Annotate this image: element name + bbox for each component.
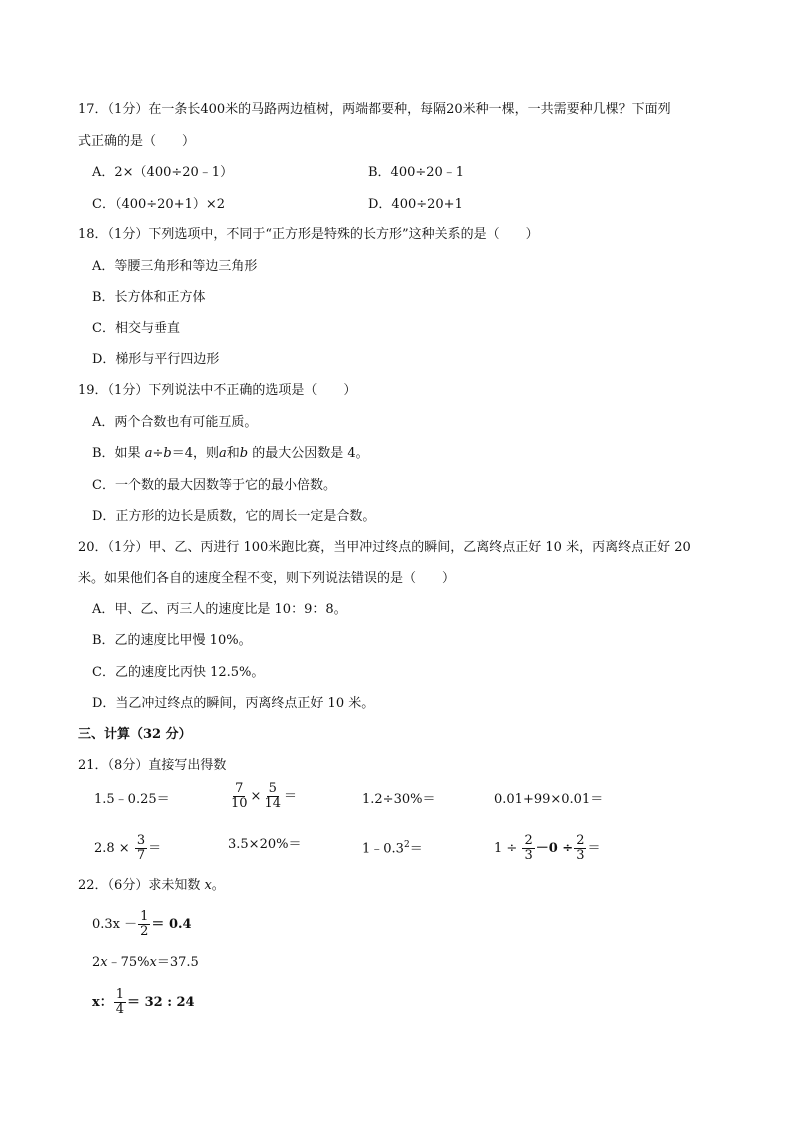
fraction: $\frac{2}{3}$ [576, 833, 585, 863]
q17-option-a: A．2×（400÷20﹣1） [92, 165, 234, 180]
q19-option-a: A．两个合数也有可能互质。 [92, 415, 258, 430]
fraction: $\frac{5}{14}$ [264, 781, 281, 811]
fraction: $\frac{1}{4}$ [115, 987, 125, 1017]
q20-option-c: C．乙的速度比丙快 12.5%。 [92, 665, 265, 680]
q20-stem-line1: 20．（1分）甲、乙、丙进行 100米跑比赛，当甲冲过终点的瞬间，乙离终点正好 10 米，丙离终点正好 20 [78, 540, 691, 555]
q17-option-d: D．400÷20+1 [368, 197, 463, 212]
fraction: $\frac{1}{2}$ [140, 909, 149, 939]
q20-option-b: B．乙的速度比甲慢 10%。 [92, 633, 252, 648]
q17-option-b: B．400÷20﹣1 [368, 165, 465, 180]
q17-option-c: C．（400÷20+1）×2 [92, 197, 226, 212]
q17-stem-line1: 17．（1分）在一条长400米的马路两边植树，两端都要种，每隔20米种一棵，一共需要种几棵？下面列 [78, 102, 671, 117]
q21-expr-5: 2.8 × $\frac{3}{7}$ ＝ [94, 833, 162, 863]
q21-expr-8: 1 ÷ $\frac{2}{3}$ －0 ÷ $\frac{2}{3}$ ＝ [494, 833, 601, 863]
q21-stem: 21．（8分）直接写出得数 [78, 758, 227, 773]
q18-option-b: B．长方体和正方体 [92, 290, 206, 305]
q20-option-d: D．当乙冲过终点的瞬间，丙离终点正好 10 米。 [92, 696, 375, 711]
fraction: $\frac{7}{10}$ [231, 781, 248, 811]
q18-option-a: A．等腰三角形和等边三角形 [92, 259, 258, 274]
q18-option-c: C．相交与垂直 [92, 321, 180, 336]
q19-option-b: B．如果 a÷b＝4，则a和b 的最大公因数是 4。 [92, 446, 369, 461]
q22-equation-2: 2x﹣75%x＝37.5 [92, 955, 199, 970]
q22-equation-3: x： $\frac{1}{4}$ ＝ 32 : 24 [92, 987, 195, 1017]
fraction: $\frac{2}{3}$ [524, 833, 533, 863]
q22-equation-1: 0.3x － $\frac{1}{2}$ ＝ 0.4 [92, 909, 192, 939]
q21-expr-1: 1.5﹣0.25＝ [94, 792, 170, 807]
q19-stem: 19．（1分）下列说法中不正确的选项是（ ） [78, 383, 357, 398]
q21-expr-7: $1﹣0.3^2=$ [362, 840, 423, 857]
q18-option-d: D．梯形与平行四边形 [92, 352, 220, 367]
fraction: $\frac{3}{7}$ [136, 833, 146, 863]
section-heading: 三、计算（32 分） [78, 727, 192, 742]
q21-expr-6: 3.5×20%＝ [228, 837, 302, 852]
q22-stem: 22．（6分）求未知数 x。 [78, 878, 225, 893]
q21-expr-4: 0.01+99×0.01＝ [494, 792, 604, 807]
q20-stem-line2: 米。如果他们各自的速度全程不变，则下列说法错误的是（ ） [78, 571, 456, 586]
q19-option-c: C．一个数的最大因数等于它的最小倍数。 [92, 478, 336, 493]
q21-expr-2: $\frac{7}{10}$ × $\frac{5}{14}$ ＝ [231, 781, 298, 811]
q21-expr-3: 1.2÷30%＝ [362, 792, 436, 807]
q18-stem: 18．（1分）下列选项中，不同于“正方形是特殊的长方形”这种关系的是（ ） [78, 227, 539, 242]
q17-stem-line2: 式正确的是（ ） [78, 134, 196, 149]
q20-option-a: A．甲、乙、丙三人的速度比是 10：9：8。 [92, 602, 347, 617]
q19-option-d: D．正方形的边长是质数，它的周长一定是合数。 [92, 509, 376, 524]
